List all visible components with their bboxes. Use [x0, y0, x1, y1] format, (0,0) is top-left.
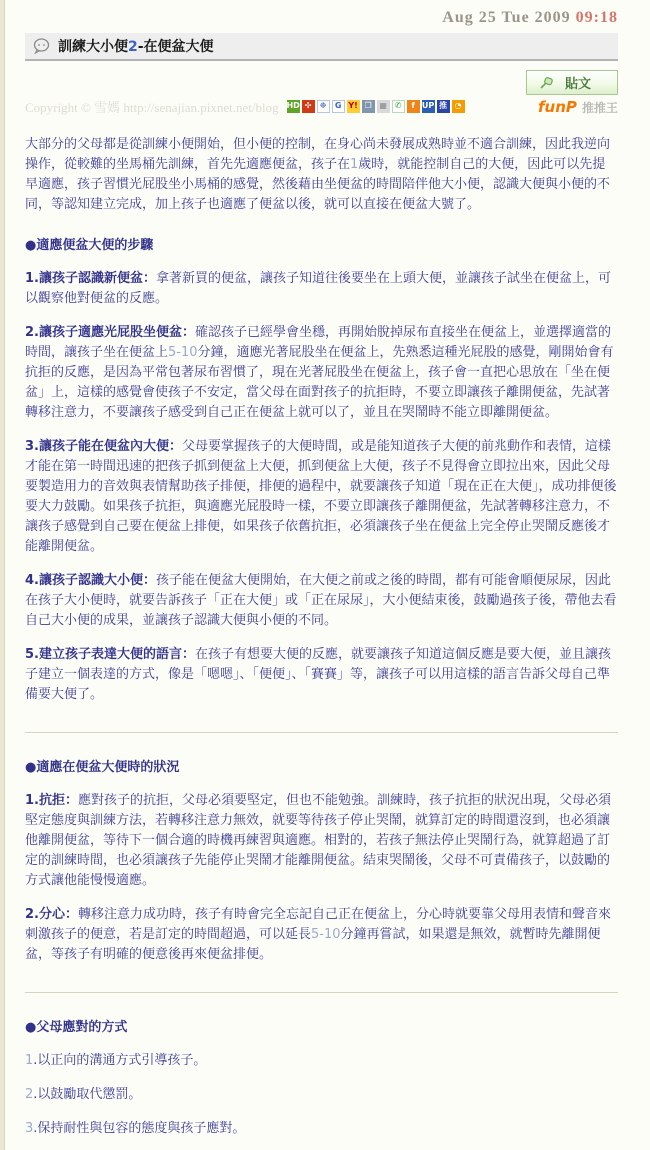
- post-title-pre: 訓練大小便: [58, 39, 128, 55]
- diigo-icon[interactable]: ▦: [377, 100, 390, 113]
- section-heading-steps: ●適應便盆大便的步驟: [25, 238, 154, 253]
- page-left-border: [0, 0, 5, 1150]
- baidu-icon[interactable]: ❉: [317, 100, 330, 113]
- step-item-5-lead: 5.建立孩子表達大便的語言：: [25, 647, 195, 662]
- post-title-bar: [25, 33, 618, 61]
- step-item-3: [25, 437, 618, 557]
- intro-paragraph: 大部分的父母都是從訓練小便開始，但小便的控制，在身心尚未發展成熟時並不適合訓練，因此我逆向操作，從較難的坐馬桶先訓練，首先先適應便盆，孩子在1歲時，就能控制自己的大便，因此可以先提早適應，孩子習慣光屁股坐小馬桶的感覺，然後藉由坐便盆的時間陪伴他大小便，認識大便與小便的不同，等認知建立完成，加上孩子也適應了便盆以後，就可以直接在便盆大號了。: [25, 137, 611, 212]
- hemidemi-icon[interactable]: HD: [287, 100, 300, 113]
- step-item-5-text: 在孩子有想要大便的反應，就要讓孩子知道這個反應是要大便，並且讓孩子建立一個表達的方式，像是「嗯嗯」、「便便」、「賽賽」等，讓孩子可以用這樣的語言告訴父母自己準備要大便了。: [25, 647, 611, 702]
- pushpin-icon: [539, 76, 555, 90]
- parent-tip-1: 1.以正向的溝通方式引導孩子。: [25, 1053, 207, 1068]
- section-heading-parents: ●父母應對的方式: [25, 1020, 128, 1035]
- situation-item-2: [25, 905, 618, 965]
- delicious-icon[interactable]: ❐: [362, 100, 375, 113]
- section-divider-1: [25, 732, 618, 734]
- funp-logo[interactable]: [538, 97, 618, 116]
- comment-bubble-icon: [33, 38, 50, 54]
- bookmark-icons: [287, 100, 465, 113]
- copyright-row: [25, 97, 618, 115]
- udn-icon[interactable]: UP: [422, 100, 435, 113]
- yahoo-icon[interactable]: Y!: [347, 100, 360, 113]
- step-item-4-text: 孩子能在便盆大便開始，在大便之前或之後的時間，都有可能會順便尿尿，因此在孩子大小便時，就要告訴孩子「正在大便」或「正在尿尿」，大小便結束後，鼓勵過孩子後，帶他去看自己大小便的成果，並讓孩子認識大便與小便的不同。: [25, 573, 617, 628]
- step-item-1: [25, 269, 618, 309]
- step-item-2: [25, 323, 618, 423]
- step-item-4: [25, 571, 618, 631]
- post-title-number: 2: [128, 39, 138, 55]
- section-heading-situations: ●適應在便盆大便時的狀況: [25, 760, 180, 775]
- funp-suffix-text: 推推王: [581, 100, 618, 115]
- parent-tip-3: 3.保持耐性與包容的態度與孩子應對。: [25, 1121, 246, 1136]
- myshare-icon[interactable]: ✣: [302, 100, 315, 113]
- post-time-text: 09:18: [575, 9, 618, 26]
- parent-tip-2: 2.以鼓勵取代懲罰。: [25, 1087, 142, 1102]
- technorati-icon[interactable]: ✆: [392, 100, 405, 113]
- situation-item-2-text: 轉移注意力成功時，孩子有時會完全忘記自己正在便盆上，分心時就要靠父母用表情和聲音來刺激孩子的便意，若是訂定的時間超過，可以延長5-10分鐘再嘗試，如果還是無效，就暫時先離開便盆，等孩子有明確的便意後再來便盆排便。: [25, 907, 611, 962]
- timelog-icon[interactable]: ◔: [452, 100, 465, 113]
- step-item-2-text: 確認孩子已經學會坐穩，再開始脫掉尿布直接坐在便盆上，並選擇適當的時間，讓孩子坐在便盆上5-10分鐘，適應光著屁股坐在便盆上，先熟悉這種光屁股的感覺，剛開始會有抗拒的反應，是因為平常包著尿布習慣了，現在光著屁股坐在便盆上，孩子會一直把心思放在「坐在便盆」上，這樣的感覺會使孩子不安定，當父母在面對孩子的抗拒時，不要立即讓孩子離開便盆，先試著轉移注意力，不要讓孩子感受到自己正在便盆上就可以了，並且在哭鬧時不能立即離開便盆。: [25, 325, 614, 420]
- post-button-row: [25, 70, 618, 95]
- furl-icon[interactable]: f: [407, 100, 420, 113]
- post-submit-label: 貼文: [564, 76, 591, 91]
- situation-item-1-text: 應對孩子的抗拒，父母必須要堅定，但也不能勉強。訓練時，孩子抗拒的狀況出現，父母必須堅定態度與訓練方法，若轉移注意力無效，就要等待孩子停止哭鬧，就算訂定的時間還沒到，也必須讓他離開便盆，等待下一個合適的時機再練習與適應。相對的，若孩子無法停止哭鬧行為，就算超過了訂定的訓練時間，也必須讓孩子先能停止哭鬧才能離開便盆。結束哭鬧後，父母不可責備孩子，以鼓勵的方式讓他能慢慢適應。: [25, 793, 611, 888]
- situation-item-2-lead: 2.分心：: [25, 907, 78, 922]
- copyright-text: Copyright © 雪媽 http://senajian.pixnet.net/blog: [25, 99, 279, 115]
- post-submit-button[interactable]: [526, 70, 618, 95]
- step-item-3-lead: 3.讓孩子能在便盆內大便：: [25, 439, 182, 454]
- section-divider-2: [25, 992, 618, 994]
- step-item-4-lead: 4.讓孩子認識大小便：: [25, 573, 156, 588]
- post-title[interactable]: [58, 36, 214, 56]
- post-title-post: -在便盆大便: [137, 39, 214, 55]
- funp-push-icon[interactable]: 推: [437, 100, 450, 113]
- copyright-left: [25, 97, 465, 116]
- situation-item-1-lead: 1.抗拒：: [25, 793, 78, 808]
- step-item-3-text: 父母要掌握孩子的大便時間，或是能知道孩子大便的前兆動作和表情，這樣才能在第一時間迅速的把孩子抓到便盆上大便，抓到便盆上大便，孩子不見得會立即拉出來，因此父母要製造用力的音效與表情幫助孩子排便，排便的過程中，就要讓孩子知道「現在正在大便」，成功排便後要大力鼓勵。如果孩子抗拒，與適應光屁股時一樣，不要立即讓孩子離開便盆，先試著轉移注意力，不讓孩子感覺到自己要在便盆上排便，如果孩子依舊抗拒，必須讓孩子坐在便盆上完全停止哭鬧反應後才能離開便盆。: [25, 439, 617, 554]
- post-meta-zone: [25, 70, 618, 115]
- situation-item-1: [25, 791, 618, 891]
- step-item-2-lead: 2.讓孩子適應光屁股坐便盆：: [25, 325, 195, 340]
- google-icon[interactable]: G: [332, 100, 345, 113]
- post-date: [0, 0, 650, 27]
- funp-brand-text: funP: [538, 97, 577, 116]
- post-date-text: Aug 25 Tue 2009: [442, 9, 571, 26]
- article-body: [25, 135, 618, 1139]
- step-item-5: [25, 645, 618, 705]
- step-item-1-lead: 1.讓孩子認識新便盆：: [25, 271, 156, 286]
- step-item-1-text: 拿著新買的便盆，讓孩子知道往後要坐在上頭大便，並讓孩子試坐在便盆上，可以觀察他對便盆的反應。: [25, 271, 611, 306]
